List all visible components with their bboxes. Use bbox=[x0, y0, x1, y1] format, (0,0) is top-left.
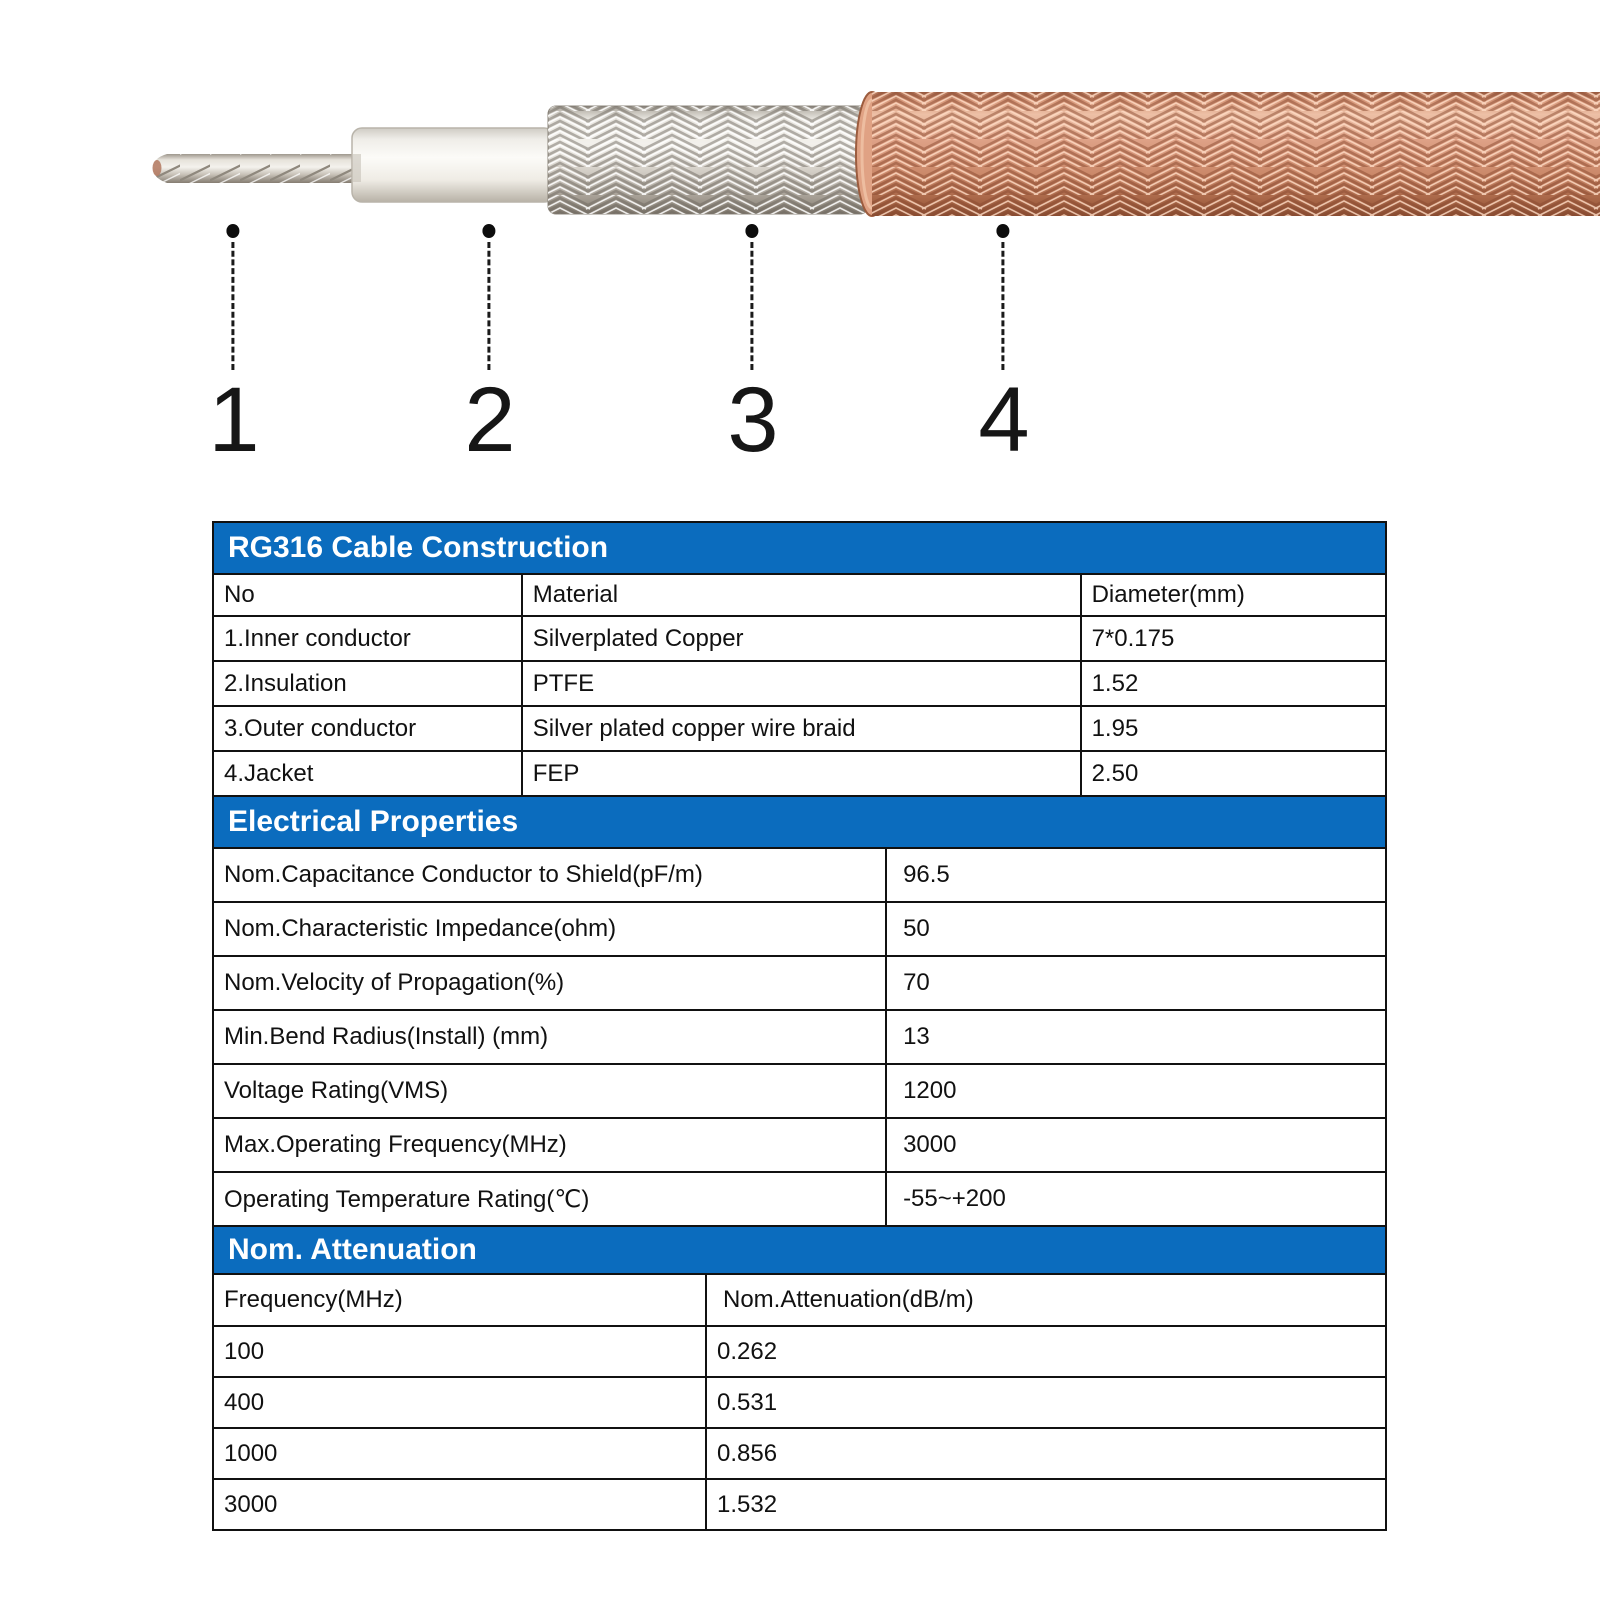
cell-diameter: 1.52 bbox=[1081, 661, 1386, 706]
electrical-properties-table bbox=[212, 847, 1387, 1227]
inner-conductor-graphic bbox=[153, 154, 373, 183]
cell-material: PTFE bbox=[522, 661, 1081, 706]
cell-property: Operating Temperature Rating(℃) bbox=[213, 1172, 886, 1226]
cell-property: Nom.Capacitance Conductor to Shield(pF/m) bbox=[213, 848, 886, 902]
table-row bbox=[213, 616, 1386, 661]
construction-table bbox=[212, 573, 1387, 797]
table-row bbox=[213, 902, 1386, 956]
cell-attenuation: 1.532 bbox=[706, 1479, 1386, 1530]
cell-property: Max.Operating Frequency(MHz) bbox=[213, 1118, 886, 1172]
section-title-cable-construction: RG316 Cable Construction bbox=[212, 521, 1387, 575]
table-row bbox=[213, 1010, 1386, 1064]
cell-no: 4.Jacket bbox=[213, 751, 522, 796]
section-title-electrical-properties: Electrical Properties bbox=[212, 795, 1387, 849]
callout-leader-line bbox=[231, 242, 234, 370]
callout-2 bbox=[464, 224, 514, 471]
cell-value: -55~+200 bbox=[886, 1172, 1386, 1226]
table-row bbox=[213, 1118, 1386, 1172]
cell-property: Voltage Rating(VMS) bbox=[213, 1064, 886, 1118]
table-row bbox=[213, 1172, 1386, 1226]
cell-diameter: 1.95 bbox=[1081, 706, 1386, 751]
spec-tables bbox=[212, 521, 1387, 1531]
table-row bbox=[213, 848, 1386, 902]
table-row bbox=[213, 1064, 1386, 1118]
col-header-attenuation: Nom.Attenuation(dB/m) bbox=[706, 1274, 1386, 1326]
table-row bbox=[213, 1377, 1386, 1428]
attenuation-table bbox=[212, 1273, 1387, 1531]
cell-attenuation: 0.856 bbox=[706, 1428, 1386, 1479]
table-header-row bbox=[213, 574, 1386, 616]
table-row bbox=[213, 751, 1386, 796]
col-header-material: Material bbox=[522, 574, 1081, 616]
table-row bbox=[213, 956, 1386, 1010]
cell-frequency: 400 bbox=[213, 1377, 706, 1428]
cell-material: FEP bbox=[522, 751, 1081, 796]
table-row bbox=[213, 1428, 1386, 1479]
cell-value: 50 bbox=[886, 902, 1386, 956]
col-header-frequency: Frequency(MHz) bbox=[213, 1274, 706, 1326]
cell-frequency: 100 bbox=[213, 1326, 706, 1377]
callout-leader-line bbox=[750, 242, 753, 370]
callout-number: 3 bbox=[727, 369, 777, 471]
table-row bbox=[213, 706, 1386, 751]
col-header-no: No bbox=[213, 574, 522, 616]
cell-attenuation: 0.262 bbox=[706, 1326, 1386, 1377]
cell-frequency: 3000 bbox=[213, 1479, 706, 1530]
cell-value: 96.5 bbox=[886, 848, 1386, 902]
col-header-diameter: Diameter(mm) bbox=[1081, 574, 1386, 616]
callout-dot-icon bbox=[482, 224, 495, 238]
cell-property: Min.Bend Radius(Install) (mm) bbox=[213, 1010, 886, 1064]
callout-number: 4 bbox=[978, 369, 1028, 471]
cell-no: 1.Inner conductor bbox=[213, 616, 522, 661]
cell-frequency: 1000 bbox=[213, 1428, 706, 1479]
callout-4 bbox=[978, 224, 1028, 471]
jacket-braid-graphic bbox=[856, 92, 1600, 216]
cell-no: 3.Outer conductor bbox=[213, 706, 522, 751]
cell-material: Silver plated copper wire braid bbox=[522, 706, 1081, 751]
cable-cutaway-photo bbox=[0, 55, 1600, 230]
callout-leader-line bbox=[1001, 242, 1004, 370]
callout-leader-line bbox=[487, 242, 490, 370]
cell-property: Nom.Characteristic Impedance(ohm) bbox=[213, 902, 886, 956]
callout-number: 1 bbox=[208, 369, 258, 471]
callout-3 bbox=[727, 224, 777, 471]
cell-material: Silverplated Copper bbox=[522, 616, 1081, 661]
cell-attenuation: 0.531 bbox=[706, 1377, 1386, 1428]
outer-conductor-braid-graphic bbox=[548, 106, 868, 214]
cell-no: 2.Insulation bbox=[213, 661, 522, 706]
cell-diameter: 7*0.175 bbox=[1081, 616, 1386, 661]
cell-value: 13 bbox=[886, 1010, 1386, 1064]
callout-number: 2 bbox=[464, 369, 514, 471]
callout-dot-icon bbox=[745, 224, 758, 238]
cell-value: 70 bbox=[886, 956, 1386, 1010]
cell-property: Nom.Velocity of Propagation(%) bbox=[213, 956, 886, 1010]
table-row bbox=[213, 1326, 1386, 1377]
cell-diameter: 2.50 bbox=[1081, 751, 1386, 796]
callout-dot-icon bbox=[226, 224, 239, 238]
callout-1 bbox=[208, 224, 258, 471]
table-row bbox=[213, 661, 1386, 706]
cell-value: 1200 bbox=[886, 1064, 1386, 1118]
section-title-nom-attenuation: Nom. Attenuation bbox=[212, 1225, 1387, 1275]
callout-dot-icon bbox=[996, 224, 1009, 238]
cell-value: 3000 bbox=[886, 1118, 1386, 1172]
table-header-row bbox=[213, 1274, 1386, 1326]
table-row bbox=[213, 1479, 1386, 1530]
insulation-graphic bbox=[352, 128, 554, 202]
